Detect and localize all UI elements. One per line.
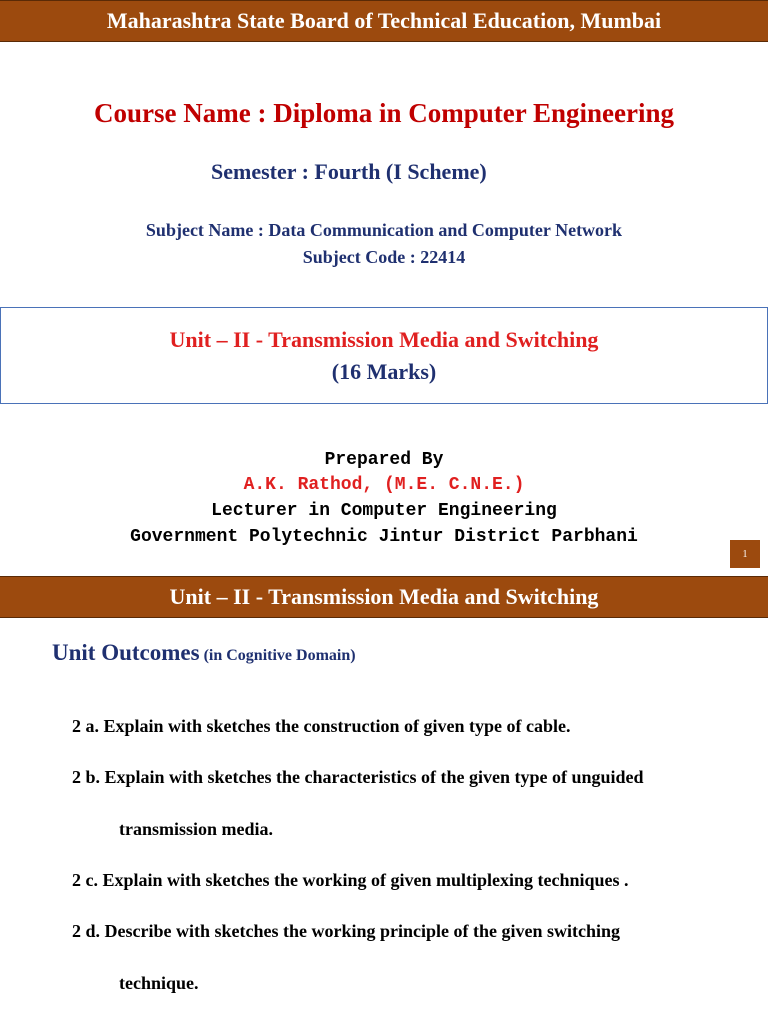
unit-marks: (16 Marks) (331, 359, 437, 384)
outcome-2a: 2 a. Explain with sketches the construction of given type of cable. (72, 716, 571, 736)
unit-title: Unit – II - Transmission Media and Switching (169, 327, 599, 352)
author-designation: Lecturer in Computer Engineering (211, 501, 557, 521)
subject-name: Subject Name : Data Communication and Computer Network (145, 220, 623, 240)
outcomes-heading-note: (in Cognitive Domain) (203, 647, 356, 664)
prepared-by-label: Prepared By (324, 450, 444, 470)
outcome-2b-continued: transmission media. (119, 819, 274, 839)
outcome-2d: 2 d. Describe with sketches the working principle of the given switching (72, 921, 620, 941)
unit-box (0, 307, 768, 404)
subject-code: Subject Code : 22414 (302, 247, 466, 267)
unit-banner: Unit – II - Transmission Media and Switching (0, 576, 768, 618)
board-banner: Maharashtra State Board of Technical Education, Mumbai (0, 0, 768, 42)
course-name: Course Name : Diploma in Computer Engineering (94, 98, 674, 128)
outcomes-heading-title: Unit Outcomes (52, 640, 200, 665)
outcome-2b: 2 b. Explain with sketches the characteristics of the given type of unguided (72, 767, 644, 787)
outcome-2d-continued: technique. (119, 973, 199, 993)
outcomes-heading (52, 640, 356, 666)
outcome-2c: 2 c. Explain with sketches the working of given multiplexing techniques . (72, 870, 629, 890)
page-number-badge: 1 (730, 540, 760, 568)
outcomes-slide (0, 576, 768, 1024)
author-name: A.K. Rathod, (M.E. C.N.E.) (243, 475, 525, 495)
semester: Semester : Fourth (I Scheme) (211, 159, 487, 184)
author-institution: Government Polytechnic Jintur District Parbhani (130, 527, 638, 547)
